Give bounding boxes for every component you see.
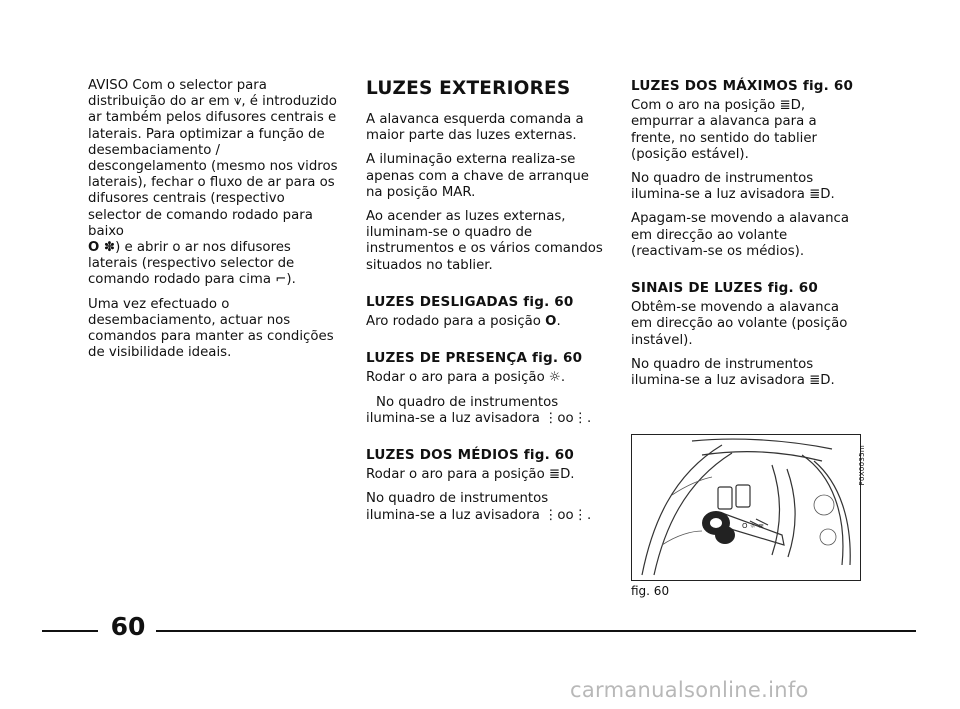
footer-rule-right [156,630,916,632]
column-middle [366,78,606,532]
text-luzes-presenca-avisadora: No quadro de instrumentos ilumina-se a luz avisadora ⋮oo⋮. [366,394,592,426]
paragraph-desembaciamento: Uma vez efectuado o desembaciamento, actuar nos comandos para manter as condições de visibilidade ideais. [88,296,334,361]
text-luzes-medios-avisadora: No quadro de instrumentos ilumina-se a luz avisadora ⋮oo⋮. [366,491,592,523]
air-symbol: O ✽ [88,240,116,256]
text-maximos-2: No quadro de instrumentos ilumina-se a luz avisadora ≣D. [631,171,835,203]
text-maximos-1: Com o aro na posição ≣D, empurrar a alavanca para a frente, no sentido do tablier (posição estável). [631,98,817,162]
aviso-paragraph [88,78,338,289]
intro-paragraph-2: A iluminação externa realiza-se apenas com a chave de arranque na posição MAR. [366,152,589,200]
heading-luzes-desligadas: LUZES DESLIGADAS fig. 60 [366,293,574,310]
heading-luzes-maximos: LUZES DOS MÁXIMOS fig. 60 [631,78,854,94]
text-luzes-presenca: Rodar o aro para a posição ☼. [366,370,566,386]
off-symbol: O [545,314,557,330]
text-sinais-1: Obtêm-se movendo a alavanca em direcção ao volante (posição instável). [631,300,848,348]
light-stalk-drawing [632,435,860,580]
text-maximos-3: Apagam-se movendo a alavanca em direcção ao volante (reactivam-se os médios). [631,211,849,259]
svg-text:O ☼ ≡: O ☼ ≡ [742,522,765,530]
column-right [631,78,863,397]
figure-60-illustration [631,434,861,581]
figure-code: F0X0035m [858,445,866,486]
text-sinais-2: No quadro de instrumentos ilumina-se a luz avisadora ≣D. [631,356,835,389]
aviso-text-rest: ) e abrir o ar nos difusores laterais (respectivo selector de comando rodado para cima ⌐). [88,240,296,288]
section-title: LUZES EXTERIORES [366,78,571,99]
page-number: 60 [110,612,146,641]
text-luzes-desligadas: Aro rodado para a posição O. [366,314,561,330]
text-luzes-desligadas-body: Aro rodado para a posição [366,314,541,330]
figure-caption: fig. 60 [631,584,670,598]
intro-paragraph-1: A alavanca esquerda comanda a maior parte das luzes externas. [366,112,584,144]
watermark-text: carmanualsonline.info [570,678,809,702]
heading-sinais-luzes: SINAIS DE LUZES fig. 60 [631,280,818,297]
intro-paragraph-3: Ao acender as luzes externas, iluminam-se o quadro de instrumentos e os vários comandos situados no tablier. [366,209,603,273]
text-luzes-medios: Rodar o aro para a posição ≣D. [366,467,575,483]
heading-luzes-medios: LUZES DOS MÉDIOS fig. 60 [366,447,574,464]
heading-luzes-presenca: LUZES DE PRESENÇA fig. 60 [366,350,583,367]
aviso-text: AVISO Com o selector para distribuição do ar em ⩛, é introduzido ar também pelos difusores centrais e laterais. Para optimizar a função de desembaciamento / descongelamento (mesmo nos vidros laterais), fechar o fluxo de ar para os difusores centrais (respectivo selector de comando rodado para baixo [88,78,338,239]
footer-rule-left [42,630,98,632]
column-left [88,78,338,369]
